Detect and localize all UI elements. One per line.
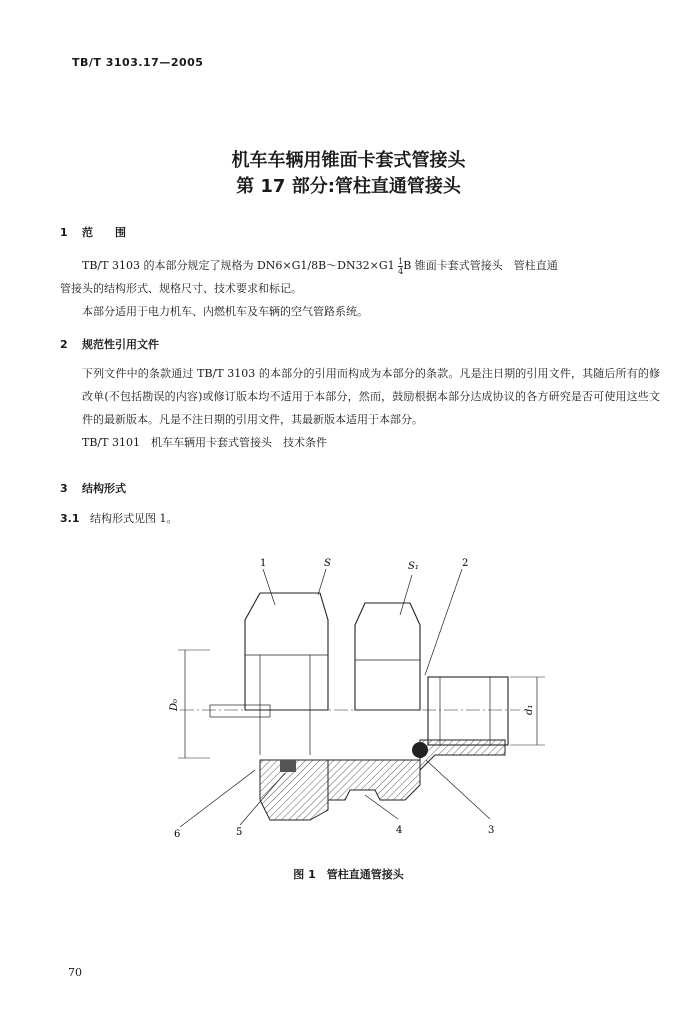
reference-item: TB/T 3101 机车车辆用卡套式管接头 技术条件 <box>82 436 327 449</box>
figure-caption: 图 1 管柱直通管接头 <box>293 868 404 881</box>
title-line-1: 机车车辆用锥面卡套式管接头 <box>231 150 466 171</box>
label-5: 5 <box>236 827 243 838</box>
section-2-body <box>60 362 660 454</box>
standard-header: TB/T 3103.17—2005 <box>72 56 204 69</box>
section-1-body <box>60 254 660 323</box>
page-number: 70 <box>68 966 82 979</box>
label-s1: S₁ <box>408 561 419 572</box>
applicability-paragraph: 本部分适用于电力机车、内燃机车及车辆的空气管路系统。 <box>82 305 368 318</box>
dim-d1: d₁ <box>524 704 535 715</box>
subsection-3-1: 3.1 结构形式见图 1。 <box>60 512 178 525</box>
fitting-drawing <box>150 555 550 845</box>
section-1-heading: 1 范 围 <box>60 226 126 239</box>
scope-paragraph-cont: 管接头的结构形式、规格尺寸、技术要求和标记。 <box>60 282 302 295</box>
section-2-heading: 2 规范性引用文件 <box>60 338 159 351</box>
normative-references-paragraph: 下列文件中的条款通过 TB/T 3103 的本部分的引用而构成为本部分的条款。凡是注日期的引用文件，其随后所有的修改单(不包括勘误的内容)或修订版本均不适用于本部分，然而，鼓励根据本部分达成协议的各方研究是否可使用这些文件的最新版本。凡是不注日期的引用文件，其最新版本适用于本部分。 <box>82 367 660 426</box>
label-s: S <box>324 558 331 569</box>
label-3: 3 <box>488 825 495 836</box>
fraction: $\frac{1}{4}$ <box>398 256 404 276</box>
label-6: 6 <box>174 829 181 840</box>
title-line-2: 第 17 部分:管柱直通管接头 <box>236 176 461 197</box>
label-4: 4 <box>396 825 403 836</box>
label-2: 2 <box>462 558 469 569</box>
scope-paragraph: TB/T 3103 的本部分规定了规格为 DN6×G1/8B～DN32×G1 $\frac{1}{4}$ B 锥面卡套式管接头 管柱直通 <box>82 256 558 276</box>
dim-d0: D₀ <box>169 698 180 711</box>
section-3-heading: 3 结构形式 <box>60 482 126 495</box>
label-1: 1 <box>260 558 267 569</box>
